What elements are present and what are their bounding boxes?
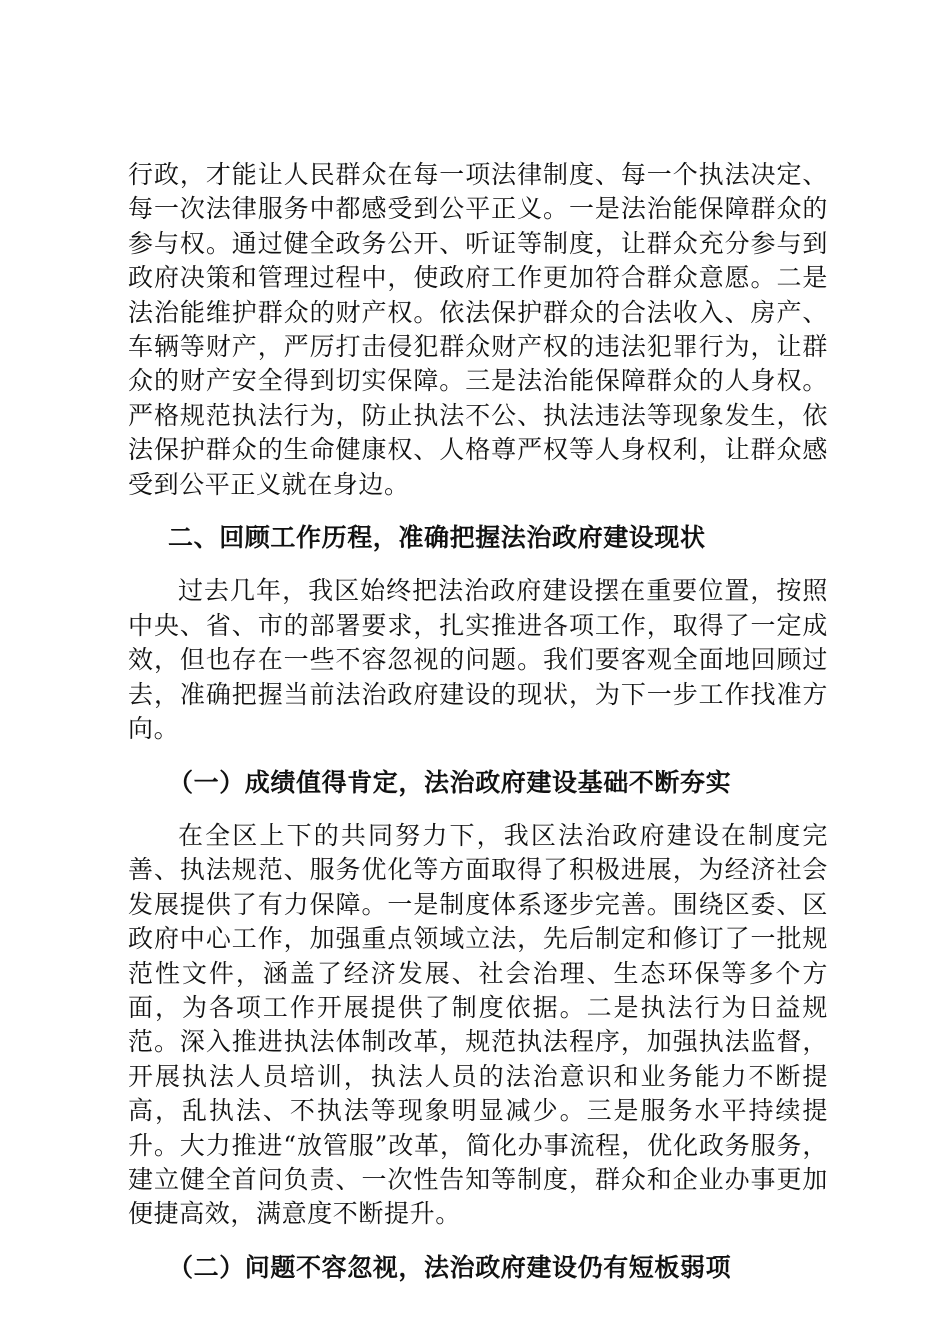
section-2-intro-paragraph: 过去几年，我区始终把法治政府建设摆在重要位置，按照中央、省、市的部署要求，扎实推进各项工作，取得了一定成效，但也存在一些不容忽视的问题。我们要客观全面地回顾过去，准确把握当前法治政府建设的现状，为下一步工作找准方向。 — [128, 576, 828, 744]
subsection-2-heading: （二）问题不容忽视，法治政府建设仍有短板弱项 — [168, 1252, 732, 1282]
subsection-1-heading: （一）成绩值得肯定，法治政府建设基础不断夯实 — [168, 767, 732, 797]
subsection-1-paragraph: 在全区上下的共同努力下，我区法治政府建设在制度完善、执法规范、服务优化等方面取得了积极进展，为经济社会发展提供了有力保障。一是制度体系逐步完善。围绕区委、区政府中心工作，加强重点领域立法，先后制定和修订了一批规范性文件，涵盖了经济发展、社会治理、生态环保等多个方面，为各项工作开展提供了制度依据。二是执法行为日益规范。深入推进执法体制改革，规范执法程序，加强执法监督，开展执法人员培训，执法人员的法治意识和业务能力不断提高，乱执法、不执法等现象明显减少。三是服务水平持续提升。大力推进“放管服”改革，简化办事流程，优化政务服务，建立健全首问负责、一次性告知等制度，群众和企业办事更加便捷高效，满意度不断提升。 — [128, 820, 828, 1229]
document-page — [128, 158, 828, 1304]
continued-paragraph: 行政，才能让人民群众在每一项法律制度、每一个执法决定、每一次法律服务中都感受到公平正义。一是法治能保障群众的参与权。通过健全政务公开、听证等制度，让群众充分参与到政府决策和管理过程中，使政府工作更加符合群众意愿。二是法治能维护群众的财产权。依法保护群众的合法收入、房产、车辆等财产，严厉打击侵犯群众财产权的违法犯罪行为，让群众的财产安全得到切实保障。三是法治能保障群众的人身权。严格规范执法行为，防止执法不公、执法违法等现象发生，依法保护群众的生命健康权、人格尊严权等人身权利，让群众感受到公平正义就在身边。 — [128, 160, 828, 499]
section-2-heading: 二、回顾工作历程，准确把握法治政府建设现状 — [168, 523, 706, 553]
